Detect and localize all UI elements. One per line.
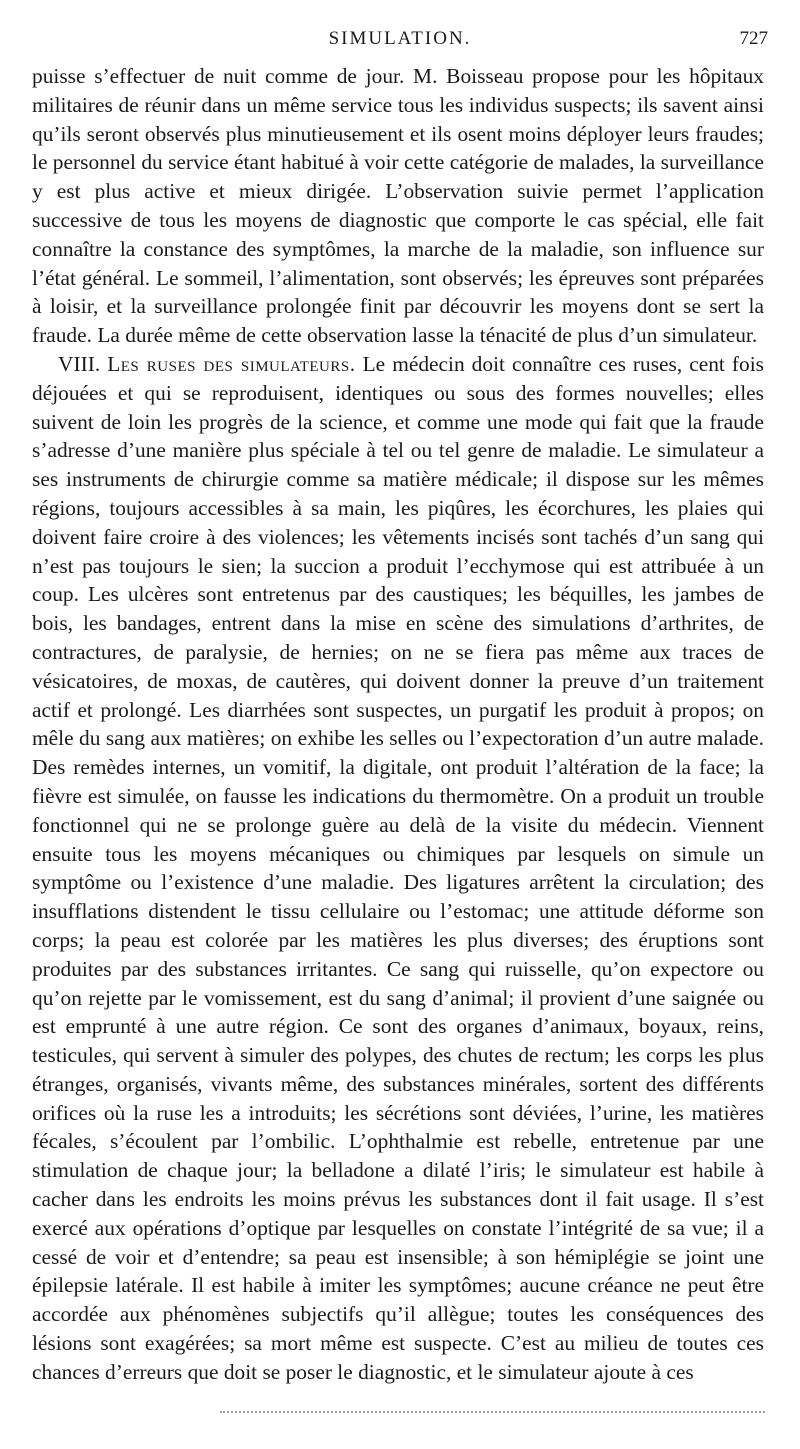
running-title: SIMULATION. (328, 28, 472, 49)
paragraph-continuation: puisse s’effectuer de nuit comme de jour. M. Boisseau propose pour les hôpitaux militaires de réunir dans un même service tous les individus suspects; ils savent ainsi qu’ils seront observés plus minutieusement et ils osent moins déployer leurs fraudes; le personnel du service étant habitué à voir cette catégorie de malades, la surveillance y est plus active et mieux dirigée. L’observation suivie permet l’application successive de tous les moyens de diagnostic que comporte le cas spécial, elle fait connaître la constance des symptômes, la marche de la maladie, son influence sur l’état général. Le sommeil, l’alimentation, sont observés; les épreuves sont préparées à loisir, et la surveillance prolongée finit par découvrir les moyens dont se sert la fraude. La durée même de cette observation lasse la ténacité de plus d’un simulateur. (32, 64, 764, 348)
section-body: Le médecin doit connaître ces ruses, cent fois déjouées et qui se reproduisent, identiques ou sous des formes nouvelles; elles suivent de loin les progrès de la science, et comme une mode qui fait que la fraude s’adresse d’une manière plus spéciale à tel ou tel genre de maladie. Le simulateur a ses instruments de chirurgie comme sa matière médicale; il dispose sur les mêmes régions, toujours accessibles à sa main, les piqûres, les écorchures, les plaies qui doivent faire croire à des violences; les vêtements incisés sont tachés d’un sang qui n’est pas toujours le sien; la succion a produit l’ecchymose qui est attribuée à un coup. Les ulcères sont entretenus par des caustiques; les béquilles, les jambes de bois, les bandages, entrent dans la mise en scène des simulations d’arthrites, de contractures, de paralysie, de hernies; on ne se fiera pas même aux traces de vésicatoires, de moxas, de cautères, qui doivent donner la preuve d’un traitement actif et prolongé. Les diarrhées sont suspectes, un purgatif les produit à propos; on mêle du sang aux matières; on exhibe les selles ou l’expectoration d’un autre malade. Des remèdes internes, un vomitif, la digitale, ont produit l’altération de la face; la fièvre est simulée, on fausse les indications du thermomètre. On a produit un trouble fonctionnel qui ne se prolonge guère au delà de la visite du médecin. Viennent ensuite tous les moyens mécaniques ou chimiques par lesquels on simule un symptôme ou l’existence d’une maladie. Des ligatures arrêtent la circulation; des insufflations distendent le tissu cellulaire ou l’estomac; une attitude déforme son corps; la peau est colorée par les matières les plus diverses; des éruptions sont produites par des substances irritantes. Ce sang qui ruisselle, qu’on expectore ou qu’on rejette par le vomissement, est du sang d’animal; il provient d’une saignée ou est emprunté à une autre région. Ce sont des organes d’animaux, boyaux, reins, testicules, qui servent à simuler des polypes, des chutes de rectum; les corps les plus étranges, organisés, vivants même, des substances minérales, sortent des différents orifices où la ruse les a introduits; les sécrétions sont déviées, l’urine, les matières fécales, s’écoulent par l’ombilic. L’ophthalmie est rebelle, entretenue par une stimulation de chaque jour; la belladone a dilaté l’iris; le simulateur est habile à cacher dans les endroits les moins prévus les substances dont il fait usage. Il s’est exercé aux opérations d’optique par lesquelles on constate l’intégrité de sa vue; il a cessé de voir et d’entendre; sa peau est insensible; à son hémiplégie se joint une épilepsie latérale. Il est habile à imiter les symptômes; aucune créance ne peut être accordée aux phénomènes subjectifs qu’il allègue; toutes les conséquences des lésions sont exagérées; sa mort même est suspecte. C’est au milieu de toutes ces chances d’erreurs que doit se poser le diagnostic, et le simulateur ajoute à ces (32, 351, 764, 1384)
footer-dotted-rule (220, 1411, 765, 1413)
paragraph-section-viii (32, 350, 764, 1387)
page-number: 727 (739, 28, 768, 49)
section-number: VIII. (58, 351, 101, 376)
body-text (32, 62, 764, 1387)
section-heading: Les ruses des simulateurs. (107, 351, 356, 376)
running-header (32, 28, 768, 58)
